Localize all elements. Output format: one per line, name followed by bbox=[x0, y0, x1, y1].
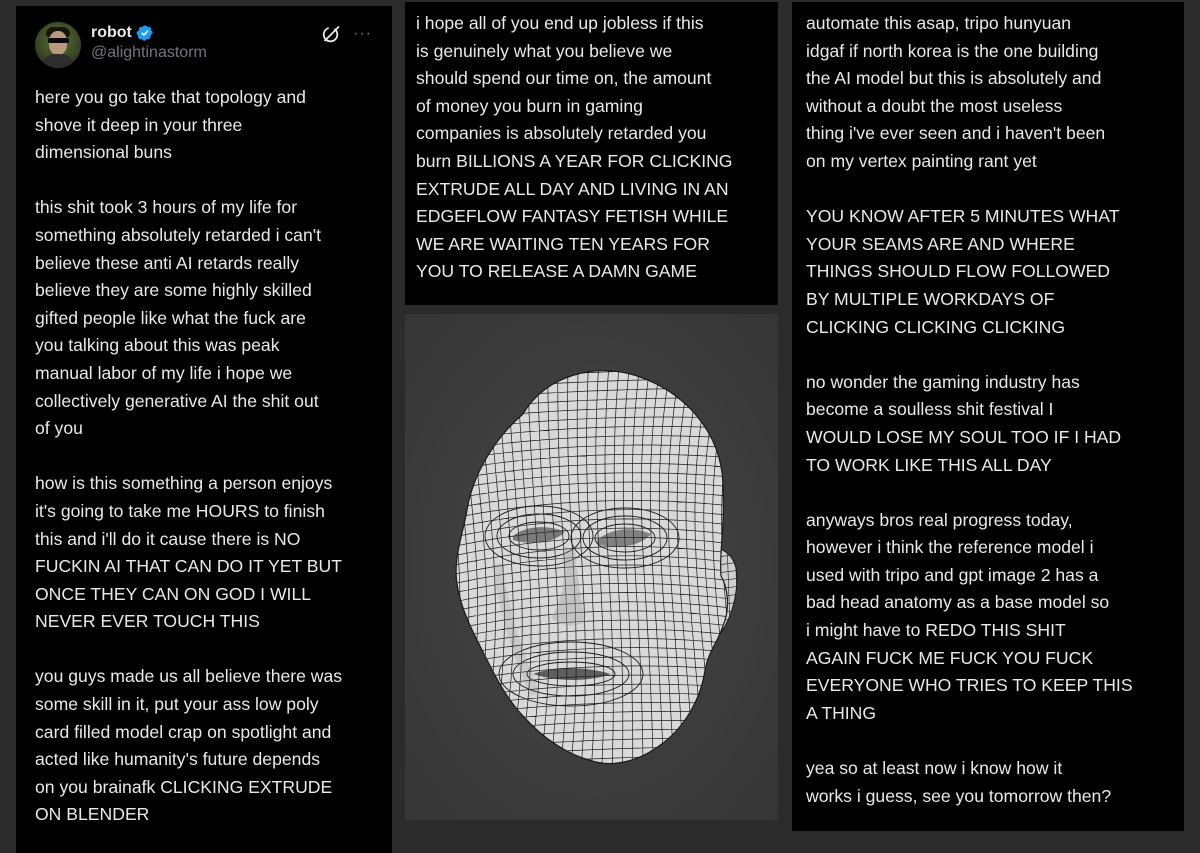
tweet-panel-middle bbox=[405, 2, 778, 305]
tweet-panel-right bbox=[792, 2, 1184, 831]
post-text-right: automate this asap, tripo hunyuan idgaf if north korea is the one building the AI model but this is absolutely and without a doubt the most useless thing i've ever seen and i haven't been on my vertex painting rant yet YOU KNOW AFTER 5 MINUTES WHAT YOUR SEAMS ARE AND WHERE THINGS SHOULD FLOW FOLLOWED BY MULTIPLE WORKDAYS OF CLICKING CLICKING CLICKING no wonder the gaming industry has become a soulless shit festival I WOULD LOSE MY SOUL TOO IF I HAD TO WORK LIKE THIS ALL DAY anyways bros real progress today, however i think the reference model i used with tripo and gpt image 2 has a bad head anatomy as a base model so i might have to REDO THIS SHIT AGAIN FUCK ME FUCK YOU FUCK EVERYONE WHO TRIES TO KEEP THIS A THING yea so at least now i know how it works i guess, see you tomorrow then? bbox=[806, 13, 1133, 806]
grok-icon[interactable] bbox=[321, 24, 341, 44]
verified-badge-icon bbox=[136, 24, 154, 42]
user-block bbox=[91, 23, 207, 63]
avatar[interactable] bbox=[35, 22, 81, 68]
wireframe-head-mesh bbox=[405, 314, 778, 820]
more-icon[interactable]: ··· bbox=[353, 25, 372, 42]
wireframe-head-image bbox=[405, 314, 778, 820]
post-text-middle: i hope all of you end up jobless if this is genuinely what you believe we should spend our time on, the amount of money you burn in gaming companies is absolutely retarded you burn BILLIONS A YEAR FOR CLICKING EXTRUDE ALL DAY AND LIVING IN AN EDGEFLOW FANTASY FETISH WHILE WE ARE WAITING TEN YEARS FOR YOU TO RELEASE A DAMN GAME bbox=[416, 13, 733, 282]
post-header bbox=[35, 22, 380, 70]
header-actions bbox=[321, 24, 380, 44]
handle[interactable]: @alightinastorm bbox=[91, 44, 207, 61]
post-text-left: here you go take that topology and shove it deep in your three dimensional buns this shit took 3 hours of my life for something absolutely retarded i can't believe these anti AI retards really believe they are some highly skilled gifted people like what the fuck are you talking about this was peak manual labor of my life i hope we collectively generative AI the shit out of you how is this something a person enjoys it's going to take me HOURS to finish this and i'll do it cause there is NO FUCKIN AI THAT CAN DO IT YET BUT ONCE THEY CAN ON GOD I WILL NEVER EVER TOUCH THIS you guys made us all believe there was some skill in it, put your ass low poly card filled model crap on spotlight and acted like humanity's future depends on you brainafk CLICKING EXTRUDE ON BLENDER bbox=[35, 87, 343, 825]
display-name[interactable]: robot bbox=[91, 24, 132, 41]
display-name-row[interactable] bbox=[91, 23, 207, 43]
tweet-panel-left bbox=[16, 6, 392, 853]
